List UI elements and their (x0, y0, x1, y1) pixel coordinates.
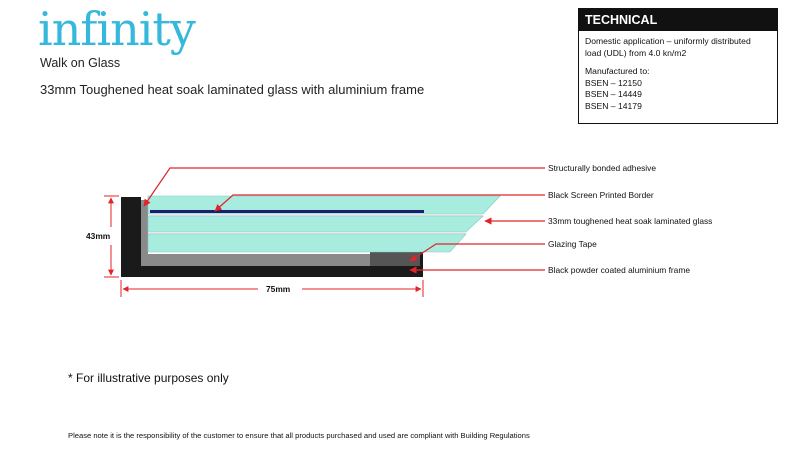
callout-label-glazing-tape: Glazing Tape (548, 239, 597, 249)
application-line-1: Domestic application – uniformly distributed (585, 36, 751, 46)
technical-box (578, 8, 778, 124)
width-dimension (121, 280, 423, 297)
brand-logo (38, 2, 195, 56)
logo-tagline: Walk on Glass (40, 56, 121, 70)
callout-label-glass: 33mm toughened heat soak laminated glass (548, 216, 713, 226)
screen-printed-border (150, 210, 424, 213)
application-line-2: load (UDL) from 4.0 kn/m2 (585, 47, 687, 58)
standard-item: BSEN – 14449 (585, 89, 642, 99)
callout-label-frame: Black powder coated aluminium frame (548, 265, 690, 275)
technical-heading: TECHNICAL (579, 9, 777, 31)
technical-body (579, 31, 777, 112)
callout-label-adhesive: Structurally bonded adhesive (548, 163, 657, 173)
standard-item: BSEN – 14179 (585, 100, 642, 111)
manufactured-label: Manufactured to: (585, 66, 650, 76)
technical-standards (585, 66, 771, 112)
glass-layer-middle (148, 216, 483, 232)
cross-section-diagram (0, 150, 800, 310)
glass-layer-bottom (148, 234, 466, 252)
height-dimension-label: 43mm (86, 231, 111, 241)
technical-application (585, 36, 771, 59)
logo-wordmark: infinity (38, 2, 195, 56)
height-dimension (86, 196, 119, 277)
disclaimer-note: * For illustrative purposes only (68, 371, 229, 385)
callout-label-border: Black Screen Printed Border (548, 190, 654, 200)
product-title: 33mm Toughened heat soak laminated glass with aluminium frame (40, 82, 425, 97)
standard-item: BSEN – 12150 (585, 77, 642, 88)
width-dimension-label: 75mm (266, 284, 291, 294)
compliance-footer: Please note it is the responsibility of the customer to ensure that all products purchased and used are compliant with Building Regulations (68, 431, 530, 440)
